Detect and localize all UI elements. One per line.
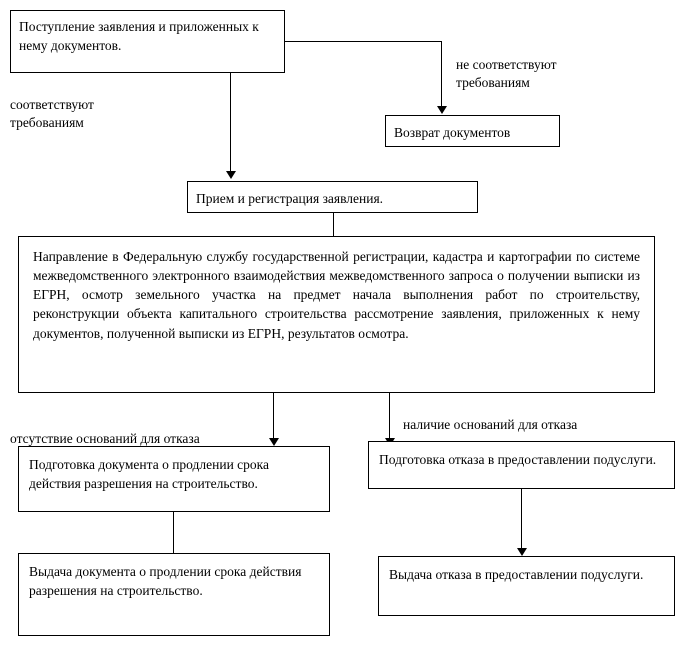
edge-label-compliant: соответствуют требованиям — [10, 97, 94, 131]
connector-to-return-vertical — [441, 41, 442, 108]
edge-label-refusal-grounds: наличие оснований для отказа — [403, 417, 578, 433]
node-issue-refusal — [378, 556, 675, 616]
node-registration — [187, 181, 478, 213]
node-prepare-refusal-label: Подготовка отказа в предоставлении подуслуги. — [379, 452, 657, 467]
connector-to-issue-refusal-arrowhead — [517, 548, 527, 556]
edge-label-not-compliant: не соответствуют требованиям — [456, 57, 557, 91]
connector-to-refusal-doc-vertical — [389, 393, 390, 441]
node-prepare-refusal — [368, 441, 675, 489]
node-prepare-prolongation-document — [18, 446, 330, 512]
node-issue-prolongation-document-label: Выдача документа о продлении срока действия разрешения на строительство. — [29, 564, 302, 599]
connector-to-issue-prolongation-vertical — [173, 512, 174, 554]
connector-to-return-arrowhead — [437, 106, 447, 114]
node-application-receipt — [10, 10, 285, 73]
connector-to-registration-arrowhead — [226, 171, 236, 179]
connector-to-prolongation-doc-arrowhead — [269, 438, 279, 446]
node-application-receipt-label: Поступление заявления и приложенных к нему документов. — [19, 19, 259, 54]
node-interagency-request-label: Направление в Федеральную службу государственной регистрации, кадастра и картографии по системе межведомственного электронного взаимодействия межведомственного запроса о получении выписки из ЕГРН, осмотр земельного участка на предмет начала выполнения работ по строительству, реконструкции объекта капитального строительства рассмотрение заявления, приложенных к нему документов, полученной выписки из ЕГРН, результатов осмотра. — [33, 249, 640, 341]
connector-to-registration-vertical — [230, 73, 231, 173]
connector-to-prolongation-doc-vertical — [273, 393, 274, 441]
node-prepare-prolongation-document-label: Подготовка документа о продлении срока действия разрешения на строительство. — [29, 457, 270, 492]
edge-label-no-refusal-grounds: отсутствие оснований для отказа — [10, 431, 200, 447]
connector-to-return-horizontal — [285, 41, 441, 42]
node-issue-prolongation-document — [18, 553, 330, 636]
node-registration-label: Прием и регистрация заявления. — [196, 191, 384, 206]
node-interagency-request — [18, 236, 655, 393]
connector-to-issue-refusal-vertical — [521, 489, 522, 551]
node-return-documents-label: Возврат документов — [394, 125, 511, 140]
node-issue-refusal-label: Выдача отказа в предоставлении подуслуги. — [389, 567, 644, 582]
node-return-documents — [385, 115, 560, 147]
connector-to-review-vertical — [333, 213, 334, 237]
